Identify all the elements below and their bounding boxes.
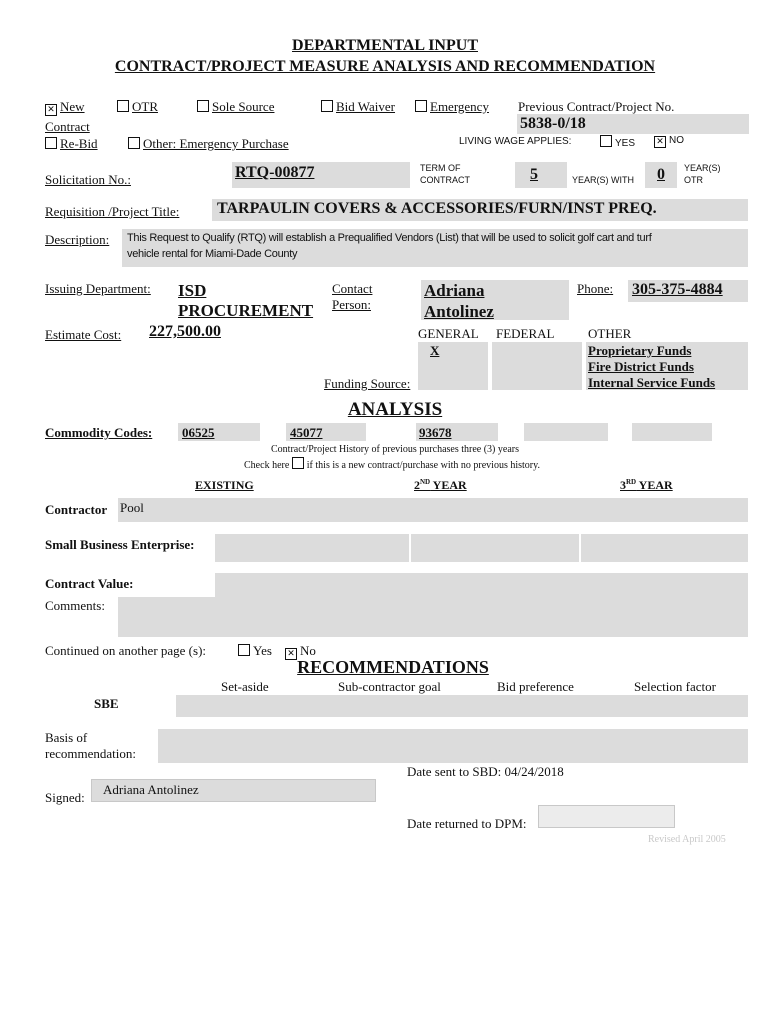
term-label-2: CONTRACT xyxy=(420,175,470,185)
funding-general-mark: X xyxy=(430,343,440,358)
contractor-value: Pool xyxy=(120,500,144,515)
requisition-label: Requisition /Project Title: xyxy=(45,204,180,219)
history-line: Contract/Project History of previous purchases three (3) years xyxy=(271,444,519,455)
bid-waiver-option[interactable]: Bid Waiver xyxy=(321,99,395,115)
checkbox-checked-icon[interactable] xyxy=(45,104,57,116)
previous-contract-value: 5838-0/18 xyxy=(520,115,586,132)
basis-label-1: Basis of xyxy=(45,730,88,745)
selection-factor-header: Selection factor xyxy=(634,679,716,694)
commodity-code-1: 06525 xyxy=(182,425,215,440)
commodity-code-3: 93678 xyxy=(419,425,452,440)
continued-label: Continued on another page (s): xyxy=(45,643,207,658)
funding-other-2: Fire District Funds xyxy=(588,359,694,374)
commodity-codes-label: Commodity Codes: xyxy=(45,425,153,440)
funding-general-label: GENERAL xyxy=(418,326,479,341)
sole-source-option[interactable]: Sole Source xyxy=(197,99,274,115)
checkbox-icon[interactable] xyxy=(238,644,250,656)
rebid-option[interactable]: Re-Bid xyxy=(45,136,98,152)
living-wage-no[interactable]: ✕ NO xyxy=(654,135,684,148)
contract-value-label: Contract Value: xyxy=(45,576,134,591)
requisition-value: TARPAULIN COVERS & ACCESSORIES/FURN/INST PREQ. xyxy=(217,200,657,217)
sbe-recommendation-field[interactable] xyxy=(176,695,748,717)
signed-value: Adriana Antolinez xyxy=(103,782,199,797)
estimate-cost-label: Estimate Cost: xyxy=(45,327,122,342)
set-aside-header: Set-aside xyxy=(221,679,269,694)
otr-years-value: 0 xyxy=(657,166,665,183)
recommendations-heading: RECOMMENDATIONS xyxy=(297,657,489,677)
funding-other-3: Internal Service Funds xyxy=(588,375,716,390)
form-subtitle: CONTRACT/PROJECT MEASURE ANALYSIS AND RECOMMENDATION xyxy=(114,58,656,75)
checkbox-icon[interactable] xyxy=(197,100,209,112)
subcontractor-header: Sub-contractor goal xyxy=(338,679,441,694)
previous-contract-label: Previous Contract/Project No. xyxy=(518,99,675,114)
solicitation-label: Solicitation No.: xyxy=(45,172,131,187)
checkbox-icon[interactable] xyxy=(600,135,612,147)
checkbox-icon[interactable] xyxy=(292,457,304,469)
analysis-heading: ANALYSIS xyxy=(347,399,443,420)
issuing-department-value1: ISD xyxy=(178,281,207,300)
checkbox-checked-icon[interactable] xyxy=(654,136,666,148)
existing-header: EXISTING xyxy=(195,478,254,492)
signed-label: Signed: xyxy=(45,790,85,805)
commodity-code-field-5[interactable] xyxy=(632,423,712,441)
checkbox-icon[interactable] xyxy=(128,137,140,149)
commodity-code-2: 45077 xyxy=(290,425,323,440)
emergency-option[interactable]: Emergency xyxy=(415,99,489,115)
issuing-department-label: Issuing Department: xyxy=(45,281,151,296)
bid-preference-header: Bid preference xyxy=(497,679,574,694)
sbe-field-2nd[interactable] xyxy=(411,534,579,562)
sbe-field-existing[interactable] xyxy=(215,534,409,562)
basis-field[interactable] xyxy=(158,729,748,763)
phone-value: 305-375-4884 xyxy=(632,281,723,298)
continued-yes-option[interactable]: Yes xyxy=(238,643,272,659)
solicitation-value: RTQ-00877 xyxy=(235,164,315,181)
sbe-row-label: SBE xyxy=(94,696,119,711)
contact-person-value1: Adriana xyxy=(424,281,485,300)
contract-value-field[interactable] xyxy=(215,573,748,597)
contact-label-2: Person: xyxy=(332,297,371,312)
date-returned-field[interactable] xyxy=(538,805,675,828)
date-returned-label: Date returned to DPM: xyxy=(407,816,527,831)
years-with-label: YEAR(S) WITH xyxy=(572,175,634,185)
sbe-field-3rd[interactable] xyxy=(581,534,748,562)
description-line1: This Request to Qualify (RTQ) will establish a Prequalified Vendors (List) that will be used to solicit golf cart and turf xyxy=(127,232,652,244)
contact-label-1: Contact xyxy=(332,281,373,296)
otr-option[interactable]: OTR xyxy=(117,99,158,115)
new-contract-option[interactable]: ✕New xyxy=(45,99,85,116)
term-years-field[interactable] xyxy=(515,162,567,188)
funding-federal-label: FEDERAL xyxy=(496,326,555,341)
checkbox-icon[interactable] xyxy=(321,100,333,112)
term-label-1: TERM OF xyxy=(420,163,461,173)
other-emergency-option[interactable]: Other: Emergency Purchase xyxy=(128,136,289,152)
checkbox-icon[interactable] xyxy=(45,137,57,149)
years-otr-label-2: OTR xyxy=(684,175,703,185)
description-line2: vehicle rental for Miami-Dade County xyxy=(127,248,298,260)
comments-field[interactable] xyxy=(118,597,748,637)
funding-federal-field[interactable] xyxy=(492,342,582,390)
history-check-line: Check here if this is a new contract/purchase with no previous history. xyxy=(0,457,770,471)
funding-other-1: Proprietary Funds xyxy=(588,343,692,358)
years-otr-label-1: YEAR(S) xyxy=(684,163,721,173)
description-label: Description: xyxy=(45,232,110,247)
continued-no-option[interactable]: ✕ No xyxy=(285,643,316,660)
second-year-header: 2ND YEAR xyxy=(414,478,467,492)
date-sent-sbd: Date sent to SBD: 04/24/2018 xyxy=(407,764,564,779)
contractor-label: Contractor xyxy=(45,502,108,517)
comments-label: Comments: xyxy=(45,598,105,613)
living-wage-label: LIVING WAGE APPLIES: xyxy=(459,136,572,147)
funding-other-label: OTHER xyxy=(588,326,632,341)
estimate-cost-value: 227,500.00 xyxy=(149,323,221,340)
funding-general-field[interactable] xyxy=(418,342,488,390)
checkbox-icon[interactable] xyxy=(117,100,129,112)
living-wage-yes[interactable]: YES xyxy=(600,135,635,149)
revised-note: Revised April 2005 xyxy=(648,834,726,845)
basis-label-2: recommendation: xyxy=(45,746,136,761)
funding-source-label: Funding Source: xyxy=(324,376,411,391)
third-year-header: 3RD YEAR xyxy=(620,478,673,492)
contract-label: Contract xyxy=(45,119,90,134)
phone-label: Phone: xyxy=(577,281,614,296)
checkbox-icon[interactable] xyxy=(415,100,427,112)
sbe-label: Small Business Enterprise: xyxy=(45,537,195,552)
contractor-field[interactable] xyxy=(118,498,748,522)
commodity-code-field-4[interactable] xyxy=(524,423,608,441)
term-years-value: 5 xyxy=(530,166,538,183)
contact-person-value2: Antolinez xyxy=(424,302,494,321)
issuing-department-value2: PROCUREMENT xyxy=(178,301,314,320)
form-title: DEPARTMENTAL INPUT xyxy=(292,37,478,54)
